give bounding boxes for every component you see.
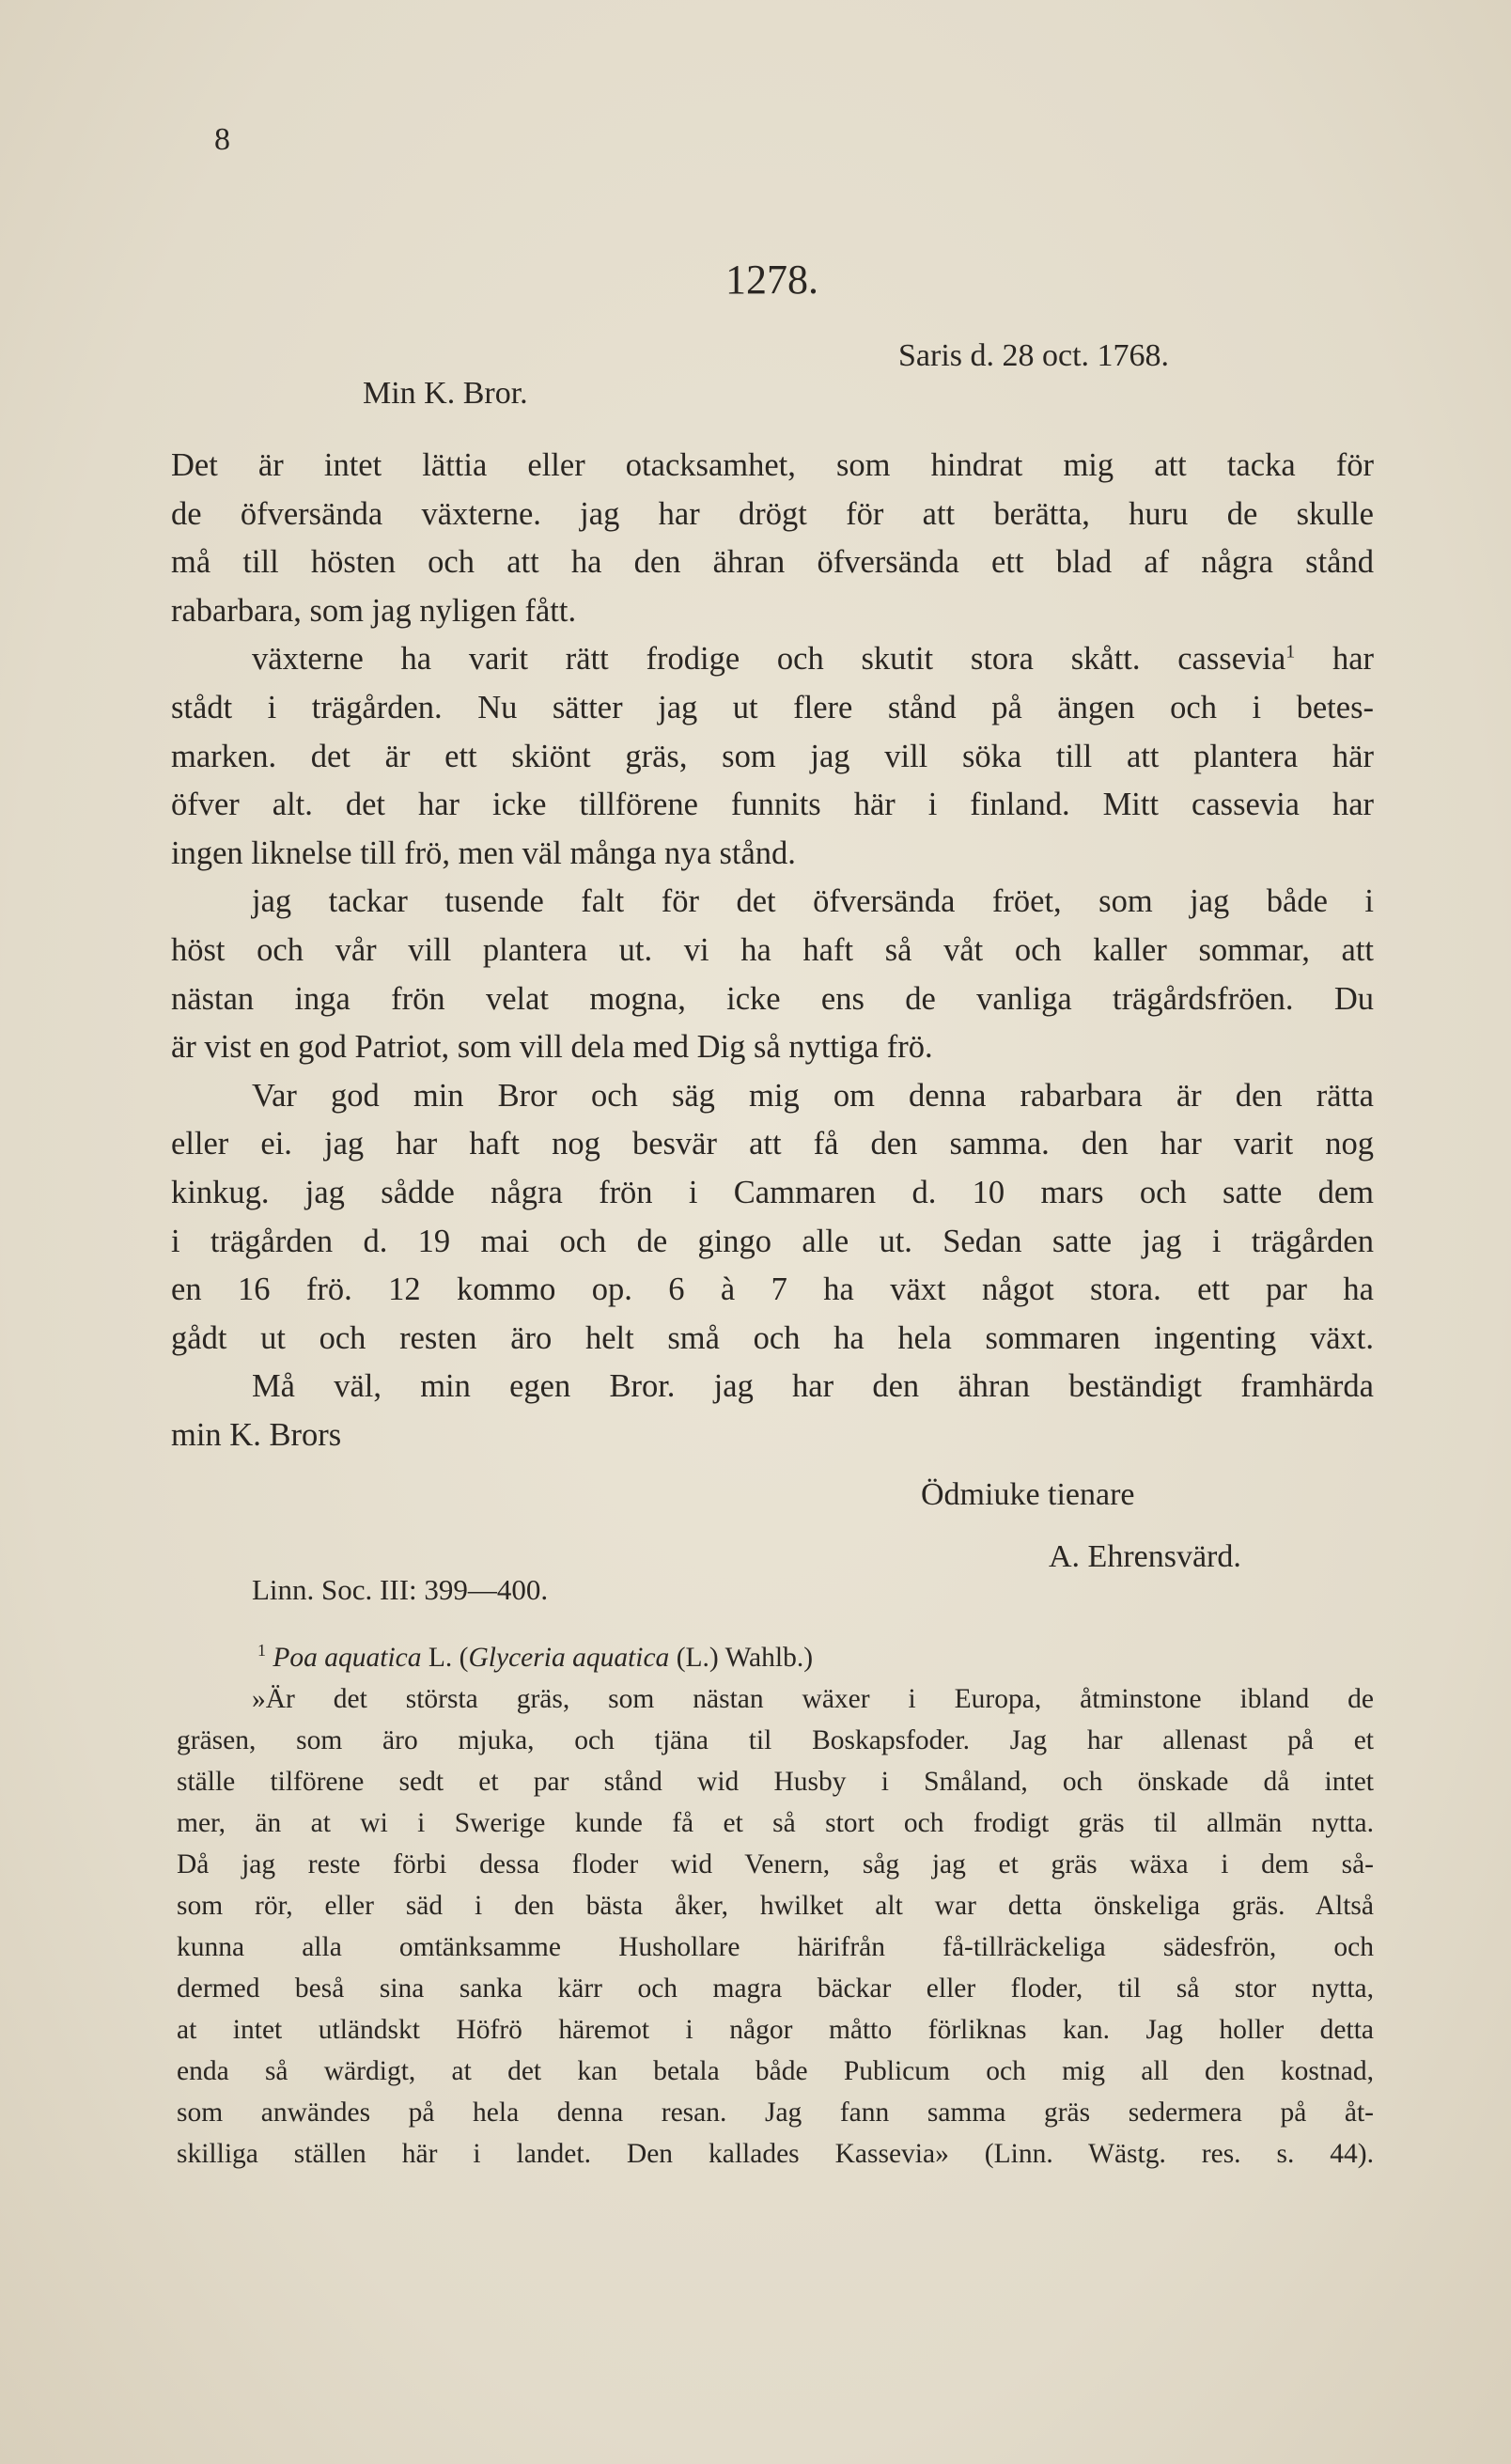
body-line: nästan inga frön velat mogna, icke ens de vanliga trägårdsfröen. Du: [171, 980, 1374, 1017]
footnote-number: 1: [257, 1641, 266, 1661]
body-line: höst och vår vill plantera ut. vi ha haft så våt och kaller sommar, att: [171, 931, 1374, 968]
footnote-line: enda så wärdigt, at det kan betala både Publicum och mig all den kostnad,: [177, 2056, 1374, 2086]
body-line: öfver alt. det har icke tillförene funnits här i finland. Mitt cassevia har: [171, 787, 1374, 823]
body-line: ingen liknelse till frö, men väl många nya stånd.: [171, 834, 796, 871]
footnote-text: L. (: [421, 1643, 469, 1673]
footnote-line: skilliga ställen här i landet. Den kallades Kassevia» (Linn. Wästg. res. s. 44).: [177, 2139, 1374, 2169]
footnote-line: dermed beså sina sanka kärr och magra bäckar eller floder, til så stor nytta,: [177, 1973, 1374, 2004]
body-line: de öfversända växterne. jag har drögt för att berätta, huru de skulle: [171, 495, 1374, 532]
footnote-line: gräsen, som äro mjuka, och tjäna til Boskapsfoder. Jag har allenast på et: [177, 1725, 1374, 1755]
body-line: gådt ut och resten äro helt små och ha hela sommaren ingenting växt.: [171, 1319, 1374, 1356]
letter-body: [171, 442, 1374, 1459]
footnote-text: (L.) Wahlb.): [669, 1643, 814, 1673]
page-number: 8: [214, 122, 230, 157]
footnote-line: kunna alla omtänksamme Hushollare härifrån få-tillräckeliga sädesfrön, och: [177, 1932, 1374, 1962]
footnote-line: mer, än at wi i Swerige kunde få et så stort och frodigt gräs til allmän nytta.: [177, 1808, 1374, 1838]
body-line: är vist en god Patriot, som vill dela med Dig så nyttiga frö.: [171, 1029, 933, 1066]
footnote-line: [177, 1637, 1374, 1678]
footnote-line: som anwändes på hela denna resan. Jag fann samma gräs sedermera på åt-: [177, 2098, 1374, 2128]
body-line: en 16 frö. 12 kommo op. 6 à 7 ha växt något stora. ett par ha: [171, 1271, 1374, 1308]
body-line-continuation: har: [1295, 641, 1374, 678]
body-line: marken. det är ett skiönt gräs, som jag vill söka till att plantera här: [171, 738, 1374, 774]
body-line-text: växterne ha varit rätt frodige och skutit stora skått. cassevia: [252, 641, 1286, 678]
footnote-marker: 1: [1285, 641, 1296, 663]
body-line: min K. Brors: [171, 1416, 342, 1453]
body-line: i trägården d. 19 mai och de gingo alle ut. Sedan satte jag i trägården: [171, 1223, 1374, 1259]
source-reference: Linn. Soc. III: 399—400.: [252, 1573, 549, 1606]
body-line: eller ei. jag har haft nog besvär att få den samma. den har varit nog: [171, 1126, 1374, 1162]
body-line: må till hösten och att ha den ähran öfversända ett blad af några stånd: [171, 544, 1374, 581]
footnote-line: at intet utländskt Höfrö häremot i någor måtto förliknas kan. Jag holler detta: [177, 2015, 1374, 2045]
body-line: Det är intet lättia eller otacksamhet, som hindrat mig att tacka för: [171, 447, 1374, 483]
body-line: rabarbara, som jag nyligen fått.: [171, 592, 577, 629]
dateline: Saris d. 28 oct. 1768.: [898, 338, 1170, 373]
closing: Ödmiuke tienare: [921, 1477, 1135, 1512]
body-line: Var god min Bror och säg mig om denna rabarbara är den rätta: [252, 1077, 1374, 1114]
signature: A. Ehrensvärd.: [1049, 1539, 1241, 1574]
taxon-name: Poa aquatica: [273, 1643, 422, 1673]
salutation: Min K. Bror.: [363, 376, 528, 411]
footnote-line: Då jag reste förbi dessa floder wid Venern, såg jag et gräs wäxa i dem så-: [177, 1849, 1374, 1879]
footnotes: [177, 1637, 1374, 2175]
letter-number: 1278.: [725, 257, 818, 303]
footnote-line: ställe tilförene sedt et par stånd wid Husby i Småland, och önskade då intet: [177, 1767, 1374, 1797]
footnote-line: som rör, eller säd i den bästa åker, hwilket alt war detta önskeliga gräs. Altså: [177, 1891, 1374, 1921]
footnote-line: »Är det största gräs, som nästan wäxer i Europa, åtminstone ibland de: [252, 1684, 1374, 1714]
body-line: Må väl, min egen Bror. jag har den ähran beständigt framhärda: [252, 1368, 1374, 1405]
body-line: jag tackar tusende falt för det öfversända fröet, som jag både i: [252, 883, 1374, 920]
taxon-name: Glyceria aquatica: [468, 1643, 670, 1673]
body-line: [171, 635, 1374, 684]
body-line: stådt i trägården. Nu sätter jag ut flere stånd på ängen och i betes-: [171, 689, 1374, 725]
body-line: kinkug. jag sådde några frön i Cammaren d. 10 mars och satte dem: [171, 1174, 1374, 1210]
